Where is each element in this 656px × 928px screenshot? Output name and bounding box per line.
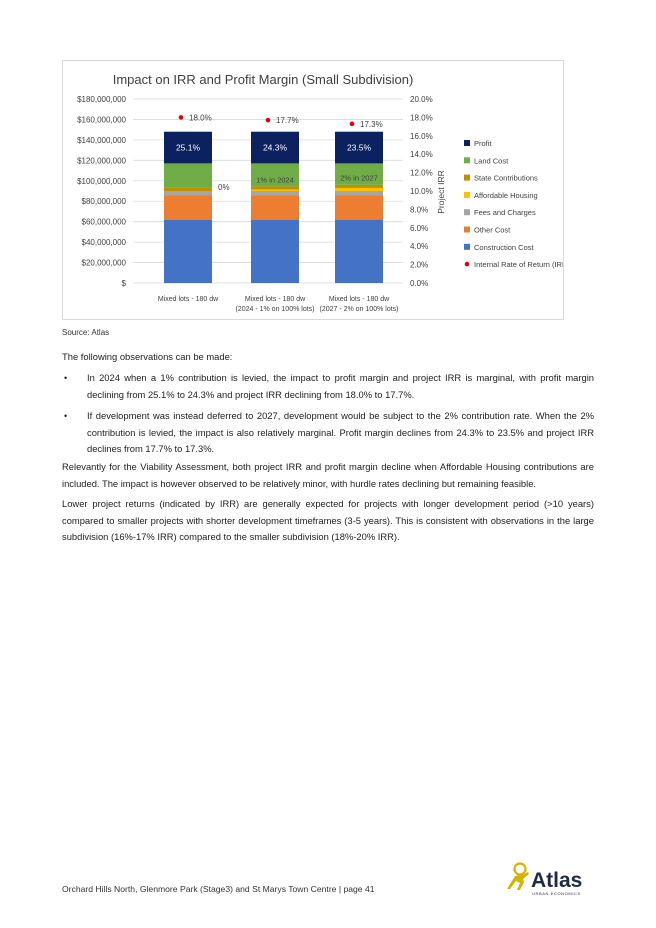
right-tick-label: 18.0% xyxy=(410,113,433,123)
paragraph-returns: Lower project returns (indicated by IRR) are generally expected for projects with longer development period (>10 years) compared to smaller projects with shorter development timeframes (3-5 years). This is consistent with observations in the large subdivision (16%-17% IRR) compared to the smaller subdivision (18%-20% IRR). xyxy=(62,498,594,542)
legend-label: Land Cost xyxy=(474,156,509,166)
list-item-text: In 2024 when a 1% contribution is levied, the impact to profit margin and project IRR is marginal, with profit margin declining from 25.1% to 24.3% and project IRR declining from 18.0% to 17.7%. xyxy=(87,372,594,400)
bar-state-contributions xyxy=(164,188,212,191)
atlas-logo xyxy=(506,862,598,900)
x-axis-labels xyxy=(158,296,399,313)
left-tick-label: $60,000,000 xyxy=(81,217,126,227)
left-tick-label: $ xyxy=(121,279,126,288)
x-tick-label: (2027 - 2% on 100% lots) xyxy=(319,306,399,313)
bar-affordable-housing xyxy=(335,188,383,191)
bars xyxy=(164,132,383,283)
left-tick-label: $40,000,000 xyxy=(81,238,126,248)
right-tick-label: 14.0% xyxy=(410,150,433,160)
legend-label: State Contributions xyxy=(474,173,538,183)
right-axis-label: Project IRR xyxy=(436,170,446,214)
right-tick-label: 4.0% xyxy=(410,242,429,252)
profit-margin-label: 25.1% xyxy=(175,142,201,153)
intro-text: The following observations can be made: xyxy=(62,351,233,362)
legend-label: Fees and Charges xyxy=(474,208,536,218)
left-tick-label: $20,000,000 xyxy=(81,258,126,268)
left-tick-label: $160,000,000 xyxy=(77,115,126,125)
left-tick-label: $80,000,000 xyxy=(81,197,126,207)
list-item xyxy=(62,408,594,458)
legend-swatch xyxy=(464,175,470,181)
left-tick-label: $140,000,000 xyxy=(77,135,126,145)
bar-fees-and-charges xyxy=(335,191,383,195)
irr-points xyxy=(179,113,383,128)
right-tick-label: 20.0% xyxy=(410,95,433,104)
bar-fees-and-charges xyxy=(164,191,212,195)
left-axis-ticks xyxy=(77,95,126,288)
irr-label: 17.3% xyxy=(360,119,383,129)
right-tick-label: 10.0% xyxy=(410,187,433,196)
irr-profit-chart xyxy=(63,61,563,319)
legend-swatch xyxy=(465,262,470,267)
affordable-housing-label: 2% in 2027 xyxy=(340,173,378,183)
irr-label: 17.7% xyxy=(276,116,299,126)
legend-swatch xyxy=(464,140,470,146)
bullet-marker: • xyxy=(64,411,68,421)
legend-swatch xyxy=(464,227,470,233)
left-tick-label: $120,000,000 xyxy=(77,156,126,166)
right-tick-label: 6.0% xyxy=(410,223,429,233)
bar-construction-cost xyxy=(335,220,383,283)
legend-swatch xyxy=(464,209,470,215)
x-tick-label: Mixed lots - 180 dw xyxy=(328,296,390,303)
logo-tagline: URBAN ECONOMICS xyxy=(532,891,581,896)
right-axis-ticks xyxy=(410,95,433,288)
paragraph-viability: Relevantly for the Viability Assessment, both project IRR and profit margin decline when Affordable Housing contributions are included. The impact is however observed to be relatively minor, with hurdle rates declining but remaining feasible. xyxy=(62,461,594,489)
bar-affordable-housing xyxy=(251,189,299,191)
logo-wordmark: Atlas xyxy=(531,869,583,892)
right-tick-label: 0.0% xyxy=(410,279,429,288)
right-tick-label: 2.0% xyxy=(410,260,429,270)
profit-margin-label: 23.5% xyxy=(346,142,372,153)
legend xyxy=(464,139,563,269)
legend-label: Profit xyxy=(474,139,492,148)
bar-construction-cost xyxy=(251,220,299,283)
irr-point xyxy=(350,122,355,127)
affordable-housing-label: 0% xyxy=(218,182,230,192)
bar-other-cost xyxy=(251,195,299,220)
bar-state-contributions xyxy=(335,185,383,188)
bar-land-cost xyxy=(164,163,212,188)
list-item-text: If development was instead deferred to 2027, development would be subject to the 2% contribution rate. When the 2% contribution is levied, the impact is also relatively marginal. Profit margin declines from 24.3% to 23.5% and project IRR declines from 17.7% to 17.3%. xyxy=(87,410,594,454)
irr-label: 18.0% xyxy=(189,113,212,123)
bullet-marker: • xyxy=(64,373,68,383)
legend-label: Other Cost xyxy=(474,225,511,235)
bar-fees-and-charges xyxy=(251,191,299,195)
left-tick-label: $180,000,000 xyxy=(77,95,126,104)
right-tick-label: 12.0% xyxy=(410,168,433,178)
x-tick-label: Mixed lots - 180 dw xyxy=(157,296,219,303)
profit-margin-label: 24.3% xyxy=(262,142,288,153)
right-tick-label: 8.0% xyxy=(410,205,429,215)
bar-construction-cost xyxy=(164,220,212,283)
chart-container xyxy=(62,60,564,320)
legend-swatch xyxy=(464,244,470,250)
x-tick-label: Mixed lots - 180 dw xyxy=(244,296,306,303)
bar-other-cost xyxy=(164,195,212,220)
irr-point xyxy=(266,118,271,123)
right-tick-label: 16.0% xyxy=(410,131,433,141)
page-footer: Orchard Hills North, Glenmore Park (Stage3) and St Marys Town Centre | page 41 xyxy=(62,884,375,894)
legend-label: Internal Rate of Return (IRR) xyxy=(474,260,563,270)
legend-label: Construction Cost xyxy=(474,242,534,252)
bar-other-cost xyxy=(335,195,383,220)
legend-label: Affordable Housing xyxy=(474,190,538,200)
chart-title: Impact on IRR and Profit Margin (Small Subdivision) xyxy=(112,72,414,87)
observation-list xyxy=(62,370,594,463)
list-item xyxy=(62,370,594,403)
legend-swatch xyxy=(464,157,470,163)
irr-point xyxy=(179,115,184,120)
affordable-housing-label: 1% in 2024 xyxy=(256,175,294,185)
left-tick-label: $100,000,000 xyxy=(77,176,126,186)
bar-state-contributions xyxy=(251,186,299,189)
logo-figure-icon xyxy=(507,864,529,891)
figure-source: Source: Atlas xyxy=(62,328,110,337)
x-tick-label: (2024 - 1% on 100% lots) xyxy=(235,306,315,313)
legend-swatch xyxy=(464,192,470,198)
